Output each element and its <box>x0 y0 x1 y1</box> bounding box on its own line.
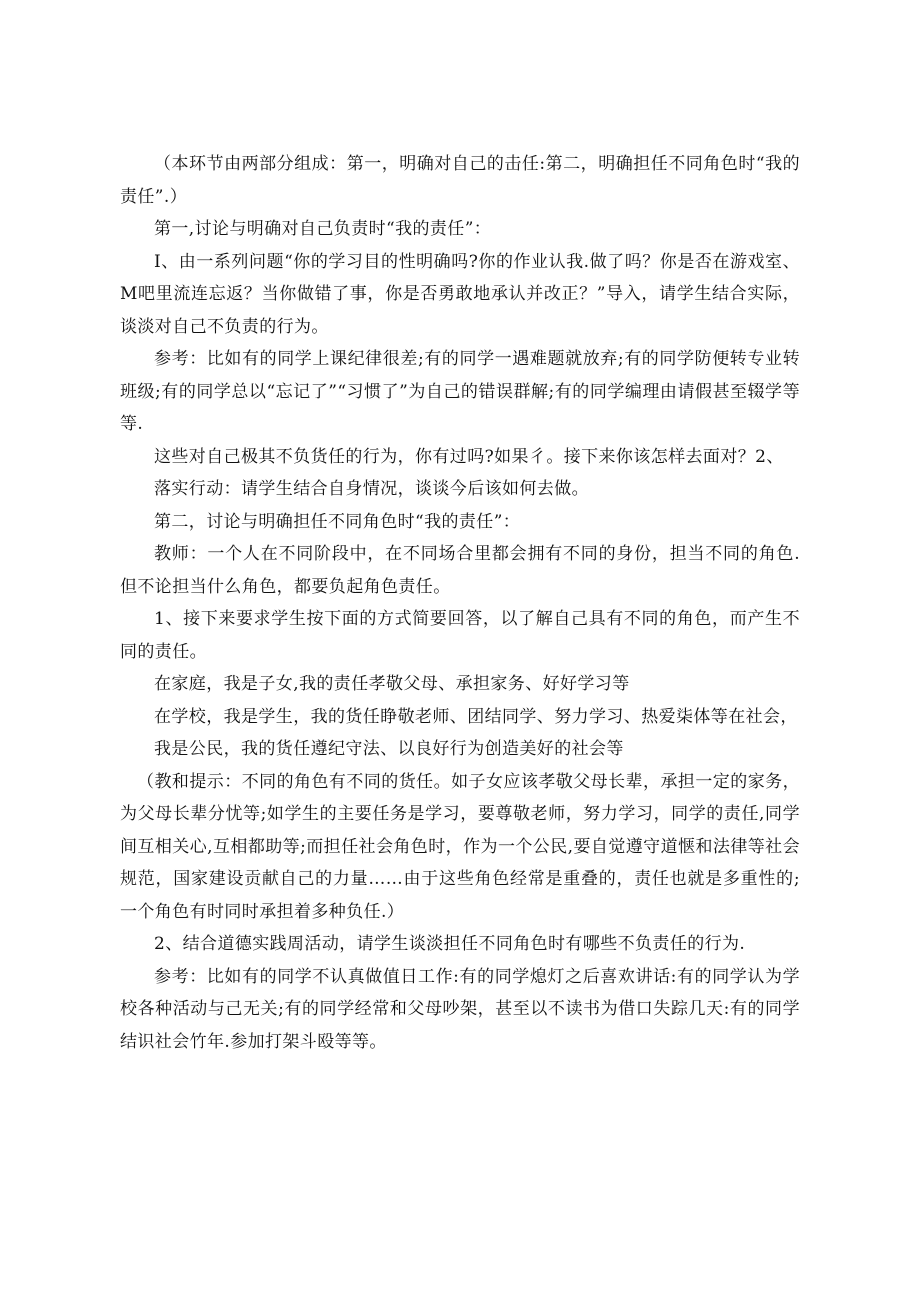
teaching-hint-paragraph: （教和提示：不同的角色有不同的货任。如子女应该孝敬父母长辈，承担一定的家务，为父母长辈分忧等;如学生的主要任务是学习，要尊敬老师，努力学习，同学的责任,同学间互相关心,互相都助等;而担任社会角色时，作为一个公民,要自觉遵守道惬和法律等社会规范，国家建设贡献自己的力量……由于这些角色经常是重叠的，责任也就是多重性的;一个角色有时同时承担着多种负任.） <box>120 771 800 922</box>
practice-week-paragraph: 2、结合道德实践周活动，请学生谈淡担任不同角色时有哪些不负责任的行为. <box>154 934 746 954</box>
reflection-paragraph: 这些对自己极其不负货任的行为，你有过吗?如果彳。接下来你该怎样去面对？2、 <box>154 446 784 467</box>
section-two-heading: 第二，讨论与明确担任不同角色时“我的责任”： <box>154 511 521 532</box>
question-list-paragraph: I、由一系列问题“你的学习目的性明确吗?你的作业认我.做了吗？你是否在游戏室、M吧里流连忘返？当你做错了事，你是否勇敢地承认并改正？”导入，请学生结合实际，谈淡对自己不负责的行为。 <box>120 251 800 337</box>
family-role-line: 在家庭，我是子女,我的责任孝敬父母、承担家务、好好学习等 <box>154 674 630 694</box>
section-one-heading: 第一,讨论与明确对自己负责时“我的责任”： <box>154 219 492 239</box>
roles-question-paragraph: 1、接下来要求学生按下面的方式简要回答，以了解自己具有不同的角色，而产生不同的责任。 <box>120 609 800 662</box>
document-body <box>120 148 800 1058</box>
reference-paragraph-2: 参考：比如有的同学不认真做值日工作:有的同学熄灯之后喜欢讲话:有的同学认为学校各种活动与己无关;有的同学经常和父母吵架，甚至以不读书为借口失踪几天:有的同学结识社会竹年.参加打架斗殴等等。 <box>120 966 800 1052</box>
school-role-line: 在学校，我是学生，我的货任睁敬老师、团结同学、努力学习、热爱柒体等在社会， <box>154 706 798 727</box>
intro-note-paragraph: （本环节由两部分组成：第一，明确对自己的击任:第二，明确担任不同角色时“我的责任”.） <box>120 154 800 207</box>
citizen-role-line: 我是公民，我的货任遵纪守法、以良好行为创造美好的社会等 <box>154 739 624 759</box>
reference-paragraph-1: 参考：比如有的同学上课纪律很差;有的同学一遇难题就放弃;有的同学防便转专业转班级;有的同学总以“忘记了”“习惯了”为自己的错误群解;有的同学编理由请假甚至辍学等等. <box>120 349 800 434</box>
teacher-paragraph: 教师：一个人在不同阶段中，在不同场合里都会拥有不同的身份，担当不同的角色.但不论担当什么角色，都要负起角色责任。 <box>120 544 800 597</box>
action-paragraph: 落实行动：请学生结合自身情况，谈谈今后该如何去做。 <box>154 479 589 499</box>
